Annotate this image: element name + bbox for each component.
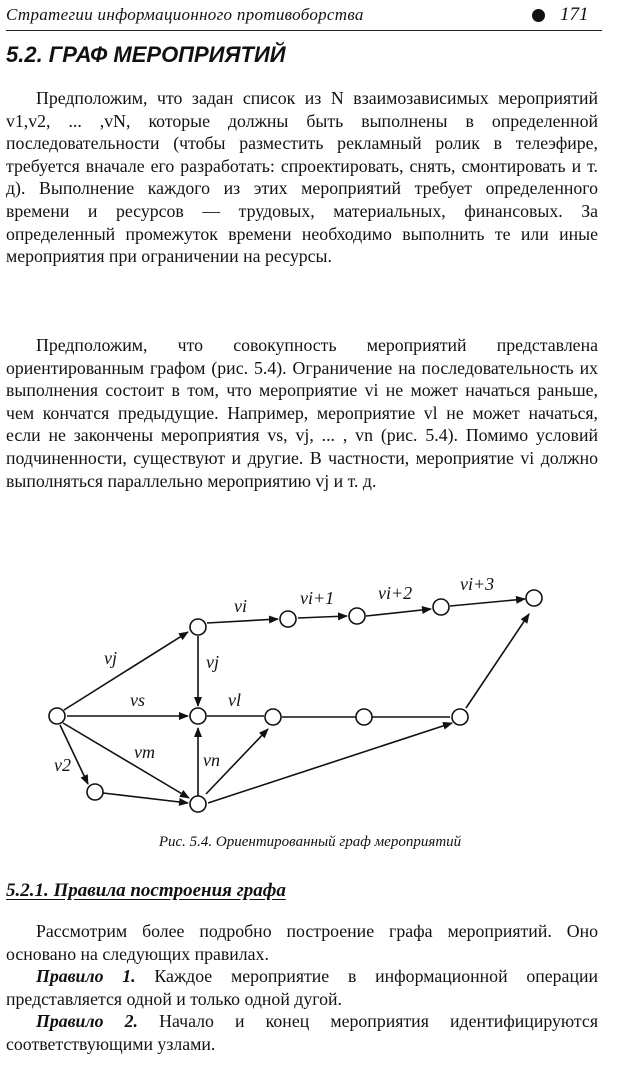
edge: [207, 619, 278, 623]
page-number: 171: [560, 4, 589, 25]
edge-label-vi: vi: [234, 596, 247, 616]
running-title: Стратегии информационного противоборства: [6, 5, 364, 24]
rule-1: [6, 965, 598, 1010]
edge-label-vn: vn: [203, 750, 220, 770]
graph-node: [280, 611, 296, 627]
edge-label-vi-plus-2: vi+2: [378, 583, 413, 603]
graph-node: [265, 709, 281, 725]
edge-label-vi-plus-3: vi+3: [460, 574, 495, 594]
graph-node: [190, 796, 206, 812]
edge-label-vl: vl: [228, 690, 241, 710]
graph-node: [87, 784, 103, 800]
edge: [103, 793, 188, 803]
edge: [64, 632, 188, 710]
graph-node: [356, 709, 372, 725]
edge: [466, 614, 529, 708]
graph-node: [49, 708, 65, 724]
paragraph-graph-description: Предположим, что совокупность мероприятий представлена ориентированным графом (рис. 5.4). Ограничение на последовательность их выполнения состоит в том, что мероприятие vi не может начаться раньше, чем кончатся предыдущие. Например, мероприятие vl не может начаться, если не закончены мероприятия vs, vj, ... , vn (рис. 5.4). Помимо условий подчиненности, существуют и другие. В частности, мероприятие vi должно выполняться параллельно мероприятию vj и т. д.: [6, 335, 598, 491]
paragraph-rules: [6, 920, 598, 1056]
rule-1-label: Правило 1.: [36, 966, 136, 987]
edge-label-vs: vs: [130, 690, 145, 710]
rule-2-text: Начало и конец мероприятия идентифицируются соответствующими узлами.: [6, 1011, 598, 1054]
edge-label-vm: vm: [134, 742, 155, 762]
running-header: [6, 4, 602, 31]
graph-node: [190, 619, 206, 635]
rule-2-label: Правило 2.: [36, 1011, 138, 1032]
edge-label-v2: v2: [54, 755, 71, 775]
edge: [450, 599, 525, 606]
edge-label-vj-mid: vj: [206, 652, 219, 672]
section-title: 5.2. ГРАФ МЕРОПРИЯТИЙ: [6, 42, 286, 67]
rule-2: [6, 1010, 598, 1055]
graph-node: [433, 599, 449, 615]
graph-node: [349, 608, 365, 624]
edge: [298, 616, 347, 618]
subsection-title: 5.2.1. Правила построения графа: [6, 880, 286, 901]
activity-graph-figure: [0, 570, 620, 830]
graph-node: [452, 709, 468, 725]
rule-1-text: Каждое мероприятие в информационной операции представляется одной и только одной дугой.: [6, 966, 598, 1009]
bullet-dot-icon: [532, 9, 545, 22]
edge: [63, 723, 189, 798]
edge-label-vi-plus-1: vi+1: [300, 588, 335, 608]
edge-label-vj-left: vj: [104, 648, 117, 668]
graph-node: [526, 590, 542, 606]
graph-node: [190, 708, 206, 724]
figure-caption: Рис. 5.4. Ориентированный граф мероприятий: [158, 834, 462, 850]
rules-intro: Рассмотрим более подробно построение графа мероприятий. Оно основано на следующих правилах.: [6, 921, 598, 964]
paragraph-intro: Предположим, что задан список из N взаимозависимых мероприятий v1,v2, ... ,vN, которые должны быть выполнены в определенной последовательности (чтобы разместить рекламный ролик в телеэфире, требуется вначале его разработать: спроектировать, снять, смонтировать и т. д). Выполнение каждого из этих мероприятий требует определенного времени и ресурсов — трудовых, материальных, финансовых. За определенный промежуток времени необходимо выполнить те или иные мероприятия при ограничении на ресурсы.: [6, 88, 598, 267]
edge: [208, 723, 452, 803]
edge: [366, 609, 431, 616]
